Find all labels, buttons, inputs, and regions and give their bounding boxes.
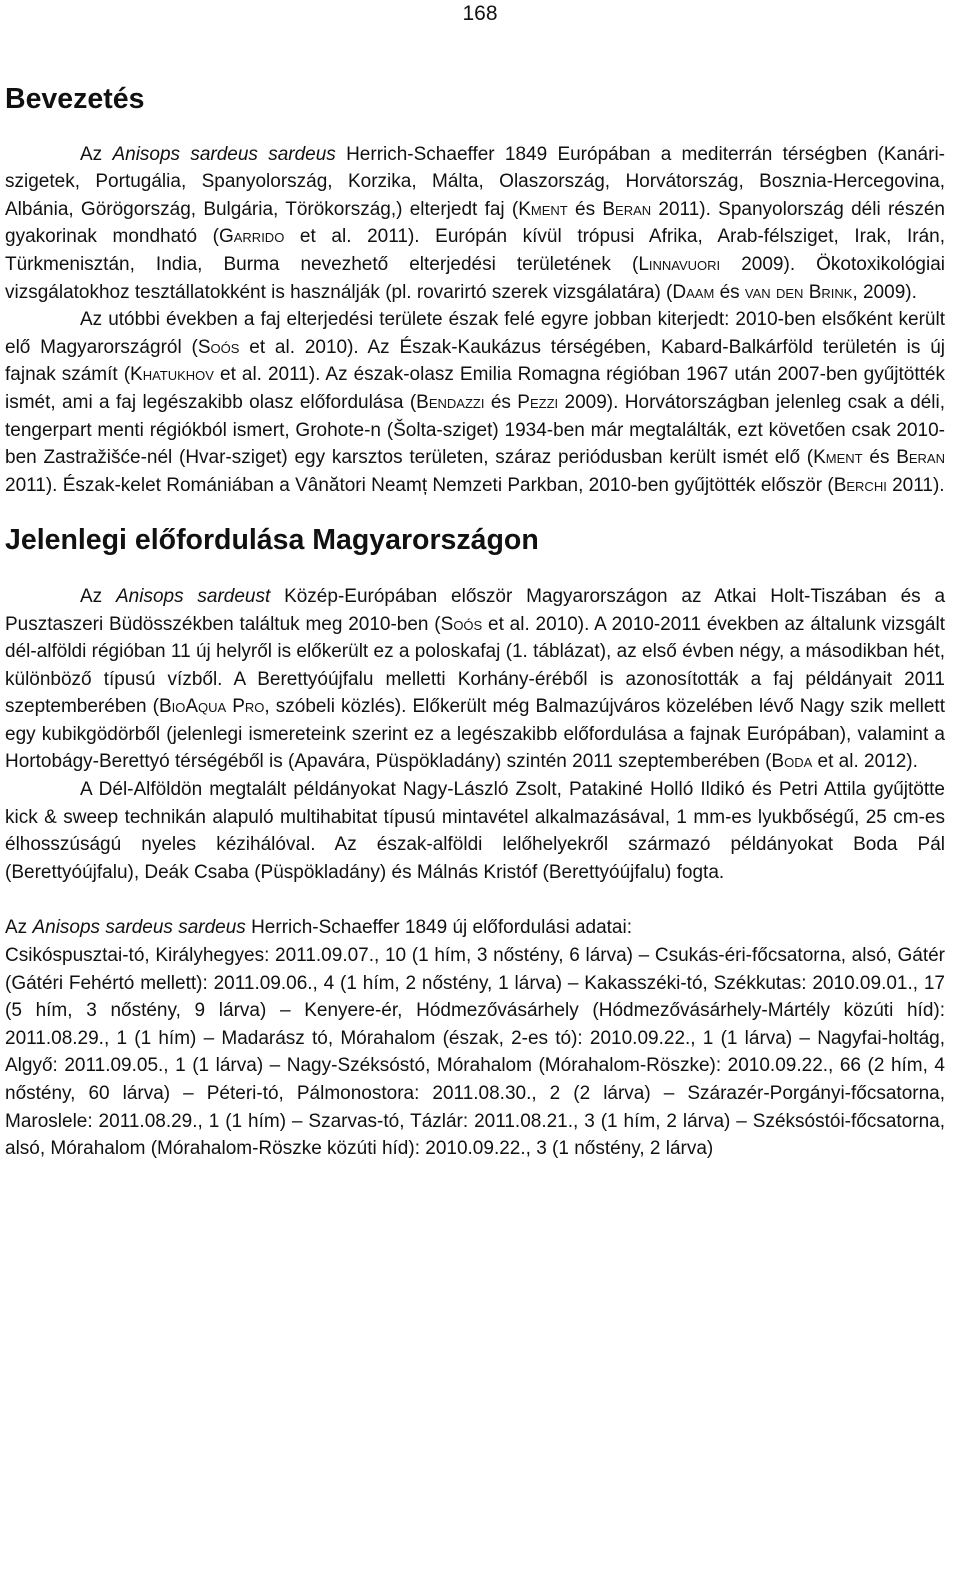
records-list: Csikóspusztai-tó, Királyhegyes: 2011.09.07., 10 (1 hím, 3 nőstény, 6 lárva) – Csukás-éri-főcsatorna, alsó, Gátér (Gátéri Fehértó mellett): 2011.09.06., 4 (1 hím, 2 nőstény, 1 lárva) – Kakasszéki-tó, Székkutas: 2010.09.01., 17 (5 hím, 3 nőstény, 9 lárva) – Kenyere-ér, Hódmezővásárhely (Hódmezővásárhely-Mártély közúti híd): 2011.08.29., 1 (1 hím) – Madarász tó, Mórahalom (észak, 2-es tó): 2010.09.22., 1 (1 lárva) – Nagyfai-holtág, Algyő: 2011.09.05., 1 (1 lárva) – Nagy-Széksóstó, Mórahalom (Mórahalom-Röszke): 2010.09.22., 66 (2 hím, 4 nőstény, 60 lárva) – Péteri-tó, Pálmonostora: 2011.08.30., 2 (2 lárva) – Szárazér-Porgányi-főcsatorna, Maroslele: 2011.08.29., 1 (1 hím) – Szarvas-tó, Tázlár: 2011.08.21., 3 (1 hím, 2 lárva) – Széksóstói-főcsatorna, alsó, Mórahalom (Mórahalom-Röszke közúti híd): 2010.09.22., 3 (1 nőstény, 2 lárva) bbox=[5, 945, 945, 1160]
author-citation: Boda bbox=[771, 751, 813, 773]
author-citation: Khatukhov bbox=[130, 364, 214, 386]
author-citation: van den Brink bbox=[744, 281, 853, 303]
intro-paragraph-2: Az utóbbi években a faj elterjedési területe észak felé egyre jobban kiterjedt: 2010-ben elsőként került elő Magyarországról (Soós et al. 2010). Az Észak-Kaukázus térségében, Kabard-Balkárföld területén is új fajnak számít (Khatukhov et al. 2011). Az észak-olasz Emilia Romagna régióban 1967 után 2007-ben gyűjtötték ismét, ami a faj legészakibb olasz előfordulása (Bendazzi és Pezzi 2009). Horvátországban jelenleg csak a déli, tengerpart menti régiókból ismert, Grohote-n (Šolta-sziget) 1934-ben már megtalálták, ezt követően csak 2010-ben Zastražišće-nél (Hvar-sziget) egy karsztos területen, száraz periódusban került ismét elő (Kment és Beran 2011). Észak-kelet Romániában a Vânători Neamț Nemzeti Parkban, 2010-ben gyűjtötték először (Berchi 2011). bbox=[5, 309, 945, 496]
species-name: Anisops sardeus sardeus bbox=[112, 143, 336, 165]
author-citation: Soós bbox=[197, 336, 240, 358]
author-citation: Soós bbox=[440, 613, 483, 635]
author-citation: Bendazzi bbox=[416, 391, 485, 413]
current-paragraph-1: Az Anisops sardeust Közép-Európában először Magyarországon az Atkai Holt-Tiszában és a Pusztaszeri Büdösszékben találtuk meg 2010-ben (Soós et al. 2010). A 2010-2011 években az általunk vizsgált dél-alföldi régióban 11 új helyről is előkerült ez a poloskafaj (1. táblázat), az első évben négy, a másodikban hét, különböző típusú vízből. A Berettyóújfalu melletti Korhány-éréből is azonosították a faj példányait 2011 szeptemberében (BioAqua Pro, szóbeli közlés). Előkerült még Balmazújváros közelében lévő Nagy szik mellett egy kubikgödörből (jelenlegi ismereteink szerint ez a legészakibb előfordulása a fajnak Európában), valamint a Hortobágy-Berettyó térségéből is (Apavára, Püspökladány) szintén 2011 szeptemberében (Boda et al. 2012). bbox=[5, 585, 946, 773]
author-citation: Beran bbox=[896, 447, 945, 469]
author-citation: Pezzi bbox=[517, 391, 559, 413]
current-paragraph-2: A Dél-Alföldön megtalált példányokat Nagy-László Zsolt, Patakiné Holló Ildikó és Petri Attila gyűjtötte kick & sweep technikán alapuló multihabitat típusú mintavétel alkalmazásával, 1 mm-es lyukbőségű, 25 cm-es élhosszúságú nyeles kézihálóval. Az észak-alföldi lelőhelyekről származó példányokat Boda Pál (Berettyóújfalu), Deák Csaba (Püspökladány) és Málnás Kristóf (Berettyóújfalu) fogta. bbox=[5, 779, 945, 883]
author-citation: Kment bbox=[518, 198, 568, 220]
page-content bbox=[5, 83, 946, 1163]
species-name: Anisops sardeust bbox=[115, 585, 271, 607]
author-citation: Kment bbox=[813, 447, 863, 469]
intro-paragraph-1: Az Anisops sardeus sardeus Herrich-Schaeffer 1849 Európában a mediterrán térségben (Kanári-szigetek, Portugália, Spanyolország, Korzika, Málta, Olaszország, Horvátország, Bosznia-Hercegovina, Albánia, Görögország, Bulgária, Törökország,) elterjedt faj (Kment és Beran 2011). Spanyolország déli részén gyakorinak mondható (Garrido et al. 2011). Európán kívül trópusi Afrika, Arab-félsziget, Irak, Irán, Türkmenisztán, India, Burma nevezhető elterjedési területének (Linnavuori 2009). Ökotoxikológiai vizsgálatokhoz tesztállatokként is használják (pl. rovarirtó szerek vizsgálatára) (Daam és van den Brink, 2009). bbox=[5, 143, 945, 303]
author-citation: Daam bbox=[672, 281, 715, 303]
author-citation: Beran bbox=[602, 198, 652, 220]
records-intro: Az Anisops sardeus sardeus Herrich-Schaeffer 1849 új előfordulási adatai: bbox=[5, 917, 633, 939]
author-citation: Garrido bbox=[218, 226, 285, 248]
author-citation: BioAqua Pro bbox=[158, 696, 265, 718]
species-name: Anisops sardeus sardeus bbox=[32, 917, 246, 939]
page-number: 168 bbox=[462, 2, 498, 25]
author-citation: Linnavuori bbox=[638, 253, 721, 275]
section-heading-bevezetes: Bevezetés bbox=[5, 83, 145, 115]
author-citation: Berchi bbox=[833, 474, 887, 496]
section-heading-jelenlegi: Jelenlegi előfordulása Magyarországon bbox=[5, 524, 539, 557]
